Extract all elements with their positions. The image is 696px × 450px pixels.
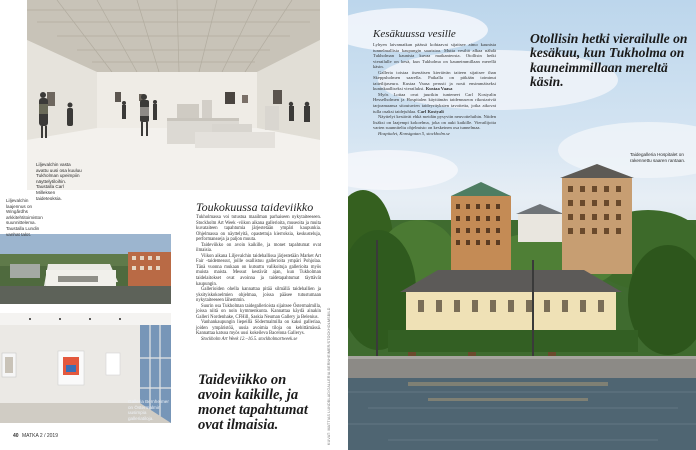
highlight-name: Carl Kostyali (417, 108, 444, 114)
gallery-photo-caption: Liljevalchin vasta avattu uusi osa kuuluu Tukholman upeimpiin näyttelytiloihin. Taustalla Carl Milleksen taideteoksia. (36, 162, 82, 201)
paragraph: Vanhankaupungin liepeillä Södermalmilla on kaksi galleriaa, joiden ympäristöä, uusia avoimia tiloja on kehittämässä. Kannattaa katsoa myös uusi kokeileva Bacelona Gallerys. (196, 320, 321, 337)
photo-credit (327, 245, 333, 445)
page-number: 40 (13, 433, 19, 439)
art-week-body (196, 215, 321, 343)
museum-exterior-photo (0, 234, 171, 304)
event-info: Hospitalet, Konstgatan 5, stockholm.se (378, 130, 450, 136)
summer-pullquote: Otollisin hetki vierailulle on kesäkuu, kun Tukholma on kauneimmillaan mereltä käsin. (530, 31, 688, 90)
paragraph: Galleria toistaa itsenäisen kiertävän taiteen sijaitsee ihan Skeppsholmen saarella. Paikalla on pitkään toiminut taiteilijaseura. Kustaa Vaasa perusti ja nosti ensimmäiseksi kuninkaalliseksi vierailuksi. Kustaa Vaasa (373, 69, 496, 92)
event-info: Stockholm Art Week 12.–16.5. stockholmartweek.se (201, 337, 298, 343)
art-week-heading: Toukokuussa taideviikko (196, 200, 314, 214)
summer-heading: Kesäkuussa vesille (373, 28, 456, 40)
photo-credit-text: KUVAT: MATTIAS LUNDBLAD/GALLERIA BERNHEIMER/STOCKHOLMSBILD (327, 307, 331, 445)
page-folio (13, 433, 58, 439)
paragraph: Suurin osa Tukholman taidegallerioista sijaitsee Östermalmilla, joissa niitä on noin kymmenkunta. Kannattaa käydä ainakin Galleri Nordenhake, CFHill, Saskia Neuman Gallery ja Belenius. (196, 303, 321, 320)
summer-body (373, 42, 496, 136)
paragraph: Näyttelyt kestävät ehkä meidän pysyviin neuvotteluihin. Niiden lisäksi on laajempi kokoelma, joka on auki kaikille. Vierailijoita varten suunniteltu ohjelmisto on keskeinen osa tunnelmaa. (373, 114, 496, 131)
art-week-pullquote: Taideviikko on avoin kaikille, ja monet tapahtumat ovat ilmaisia. (198, 372, 308, 433)
paragraph: Gallerioiden ohella kannattaa pitää silmällä taidehallien ja yksityiskokoelmien ohjelmaa, joissa pääsee tutustumaan nykytaiteeseen lähemmin. (196, 287, 321, 304)
paragraph: Viikon aikana Liljevalchin taidehallissa järjestetään Market Art Fair -taidemessut, joille osallistuu gallerioita ympäri Pohjolaa. Tänä vuonna mukaan on kutsuttu valikoituja gallerioita myös muista maista. Messut kestävät ajan, kun Tukholman taidelaitokset ovat avoinna ja taidetapahtumat täyttävät kaupungin. (196, 253, 321, 287)
paragraph: Tukholmassa voi tutustua maailman parhaiseen nykytaiteeseen. Stockholm Art Week -viikon aikana gallerioita, museoita ja muita kuvataiteen tapahtumia järjestetään ympäri kaupunkia. Ohjelmassa on näyttelyitä, opastettuja kierroksia, keskusteluja, performansseja ja paljon muuta. (196, 215, 321, 243)
paragraph: Taideviikko on avoin kaikille, ja monet tapahtumat ovat ilmaisia. (196, 242, 321, 254)
paragraph: Myös Lottaa ovat juurikin tunteneet Carl Kostyalin Hesselholmen ja Hospitalen käyttämän taidemuseon rikostariviä tarjoamaansa sitoutuvien taideyrityksien tavoitetta, jotka aikovat tulla osaksi taidejuhlaa. Carl Kostyali (373, 91, 496, 114)
interior-photo-caption: Galleria Bernheimer on Östermalmin uusimpia galleriatiloja. (128, 399, 169, 421)
highlight-name: Kustaa Vaasa (425, 86, 453, 92)
paragraph: Lyhyen laivamatkan päässä kohtaavat sijaitsee aimo kaunista tunnelmallisia kaupungin saaristoa. Mutta vesiltä alkaa nähdä Tukholman kaunista kuvaa matkanteosta. Otollisin hetki vierailulle on kesä, kun Tukholma on kauneimmillaan merellä käsin. (373, 42, 496, 70)
exterior-photo-caption: Liljevalchin laajennus on Wingårdhs arkkitehtitoimiston suunnittelema. Taustalla Lundin vanhat talot. (6, 198, 43, 237)
waterfront-photo-caption: Taidegalleria Hospitalet on rakennettu saaren rantaan. (630, 152, 686, 163)
magazine-issue: MATKA 2 / 2019 (21, 433, 58, 439)
exterior-illustration (0, 234, 171, 304)
